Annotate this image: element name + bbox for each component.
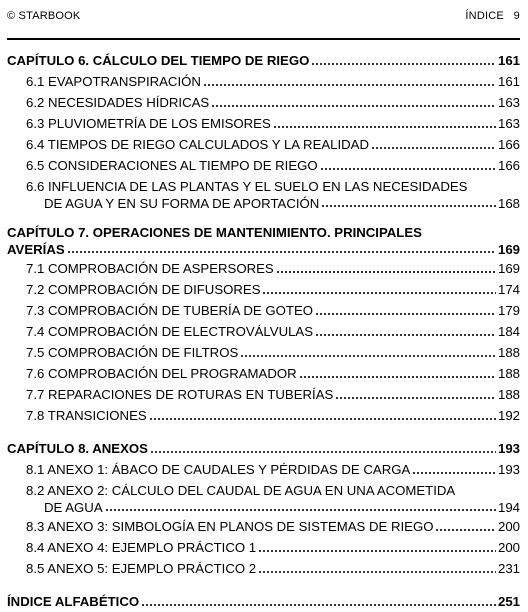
table-of-contents (7, 50, 520, 612)
leader-dots (211, 104, 496, 108)
page-number: 200 (497, 540, 520, 555)
entry-title: 6.1 EVAPOTRANSPIRACIÓN (26, 74, 201, 89)
publisher-label: © STARBOOK (7, 10, 81, 22)
entry-title-line-2: DE AGUA Y EN SU FORMA DE APORTACIÓN (44, 196, 320, 211)
page-number: 184 (497, 324, 520, 339)
toc-entry[interactable] (7, 405, 520, 426)
running-header (7, 8, 520, 24)
leader-dots (315, 312, 496, 316)
leader-dots (315, 333, 496, 337)
toc-chapter-6[interactable] (7, 50, 520, 71)
leader-dots (321, 204, 496, 208)
toc-entry[interactable] (7, 258, 520, 279)
entry-title: 7.2 COMPROBACIÓN DE DIFUSORES (26, 282, 261, 297)
leader-dots (262, 291, 496, 295)
toc-entry[interactable] (7, 113, 520, 134)
toc-chapter-8[interactable] (7, 438, 520, 459)
toc-entry[interactable] (7, 363, 520, 384)
page-number: 163 (497, 116, 520, 131)
page-number: 193 (497, 462, 520, 477)
toc-entry[interactable] (7, 482, 520, 516)
toc-entry[interactable] (7, 516, 520, 537)
entry-title: 8.1 ANEXO 1: ÁBACO DE CAUDALES Y PÉRDIDAS DE CARGA (26, 462, 411, 477)
leader-dots (258, 549, 496, 553)
leader-dots (311, 62, 496, 66)
entry-title: 6.2 NECESIDADES HÍDRICAS (26, 95, 210, 110)
entry-title: 7.8 TRANSICIONES (26, 408, 147, 423)
toc-entry[interactable] (7, 459, 520, 480)
leader-dots (412, 471, 496, 475)
toc-entry[interactable] (7, 279, 520, 300)
entry-title: 6.5 CONSIDERACIONES AL TIEMPO DE RIEGO (26, 158, 318, 173)
entry-title: 7.4 COMPROBACIÓN DE ELECTROVÁLVULAS (26, 324, 314, 339)
toc-entry[interactable] (7, 155, 520, 176)
page-number: 168 (497, 196, 520, 211)
entry-title: 8.4 ANEXO 4: EJEMPLO PRÁCTICO 1 (26, 540, 257, 555)
page-number: 174 (497, 282, 520, 297)
page-number: 166 (497, 158, 520, 173)
leader-dots (141, 603, 496, 607)
leader-dots (67, 250, 496, 254)
toc-entry[interactable] (7, 558, 520, 579)
page-number: 161 (497, 53, 520, 68)
page-number: 251 (497, 594, 520, 609)
entry-title: 7.3 COMPROBACIÓN DE TUBERÍA DE GOTEO (26, 303, 314, 318)
leader-dots (258, 570, 496, 574)
page-number: 166 (497, 137, 520, 152)
page-number: 161 (497, 74, 520, 89)
leader-dots (240, 354, 496, 358)
entry-title: 7.1 COMPROBACIÓN DE ASPERSORES (26, 261, 274, 276)
toc-index[interactable] (7, 591, 520, 612)
entry-title-line-1: 8.2 ANEXO 2: CÁLCULO DEL CAUDAL DE AGUA EN UNA ACOMETIDA (26, 483, 456, 498)
toc-entry[interactable] (7, 134, 520, 155)
toc-entry[interactable] (7, 178, 520, 212)
page-number: 192 (497, 408, 520, 423)
leader-dots (371, 146, 496, 150)
entry-title: 7.7 REPARACIONES DE ROTURAS EN TUBERÍAS (26, 387, 334, 402)
chapter-title-line-2: AVERÍAS (7, 242, 65, 257)
leader-dots (276, 270, 496, 274)
toc-entry[interactable] (7, 300, 520, 321)
toc-entry[interactable] (7, 321, 520, 342)
page-number: 169 (497, 261, 520, 276)
toc-entry[interactable] (7, 71, 520, 92)
header-rule (7, 38, 520, 40)
leader-dots (105, 508, 496, 512)
toc-entry[interactable] (7, 92, 520, 113)
page-number: 163 (497, 95, 520, 110)
entry-title: 7.6 COMPROBACIÓN DEL PROGRAMADOR (26, 366, 297, 381)
page-number: 169 (497, 242, 520, 257)
entry-title: 8.3 ANEXO 3: SIMBOLOGÍA EN PLANOS DE SISTEMAS DE RIEGO (26, 519, 434, 534)
page-number: 188 (497, 387, 520, 402)
entry-title: 7.5 COMPROBACIÓN DE FILTROS (26, 345, 239, 360)
leader-dots (320, 167, 496, 171)
toc-entry[interactable] (7, 342, 520, 363)
entry-title: 6.3 PLUVIOMETRÍA DE LOS EMISORES (26, 116, 271, 131)
leader-dots (150, 450, 496, 454)
toc-entry[interactable] (7, 537, 520, 558)
chapter-title-line-1: CAPÍTULO 7. OPERACIONES DE MANTENIMIENTO. PRINCIPALES (7, 225, 422, 240)
toc-chapter-7[interactable] (7, 224, 520, 258)
entry-title-line-1: 6.6 INFLUENCIA DE LAS PLANTAS Y EL SUELO EN LAS NECESIDADES (26, 179, 468, 194)
leader-dots (273, 125, 496, 129)
page-number: 200 (497, 519, 520, 534)
leader-dots (149, 417, 496, 421)
page-number: 179 (497, 303, 520, 318)
leader-dots (203, 83, 496, 87)
entry-title: 6.4 TIEMPOS DE RIEGO CALCULADOS Y LA REALIDAD (26, 137, 369, 152)
leader-dots (299, 375, 496, 379)
page-number: 188 (497, 345, 520, 360)
entry-title: 8.5 ANEXO 5: EJEMPLO PRÁCTICO 2 (26, 561, 257, 576)
chapter-title: CAPÍTULO 8. ANEXOS (7, 441, 148, 456)
page-number: 188 (497, 366, 520, 381)
entry-title-line-2: DE AGUA (44, 500, 103, 515)
page-number: 231 (497, 561, 520, 576)
page-number: 193 (497, 441, 520, 456)
page-number: 194 (497, 500, 520, 515)
chapter-title: CAPÍTULO 6. CÁLCULO DEL TIEMPO DE RIEGO (7, 53, 310, 68)
index-title: ÍNDICE ALFABÉTICO (7, 594, 140, 609)
leader-dots (335, 396, 496, 400)
page-header-label: ÍNDICE 9 (465, 10, 520, 22)
leader-dots (435, 528, 496, 532)
toc-entry[interactable] (7, 384, 520, 405)
